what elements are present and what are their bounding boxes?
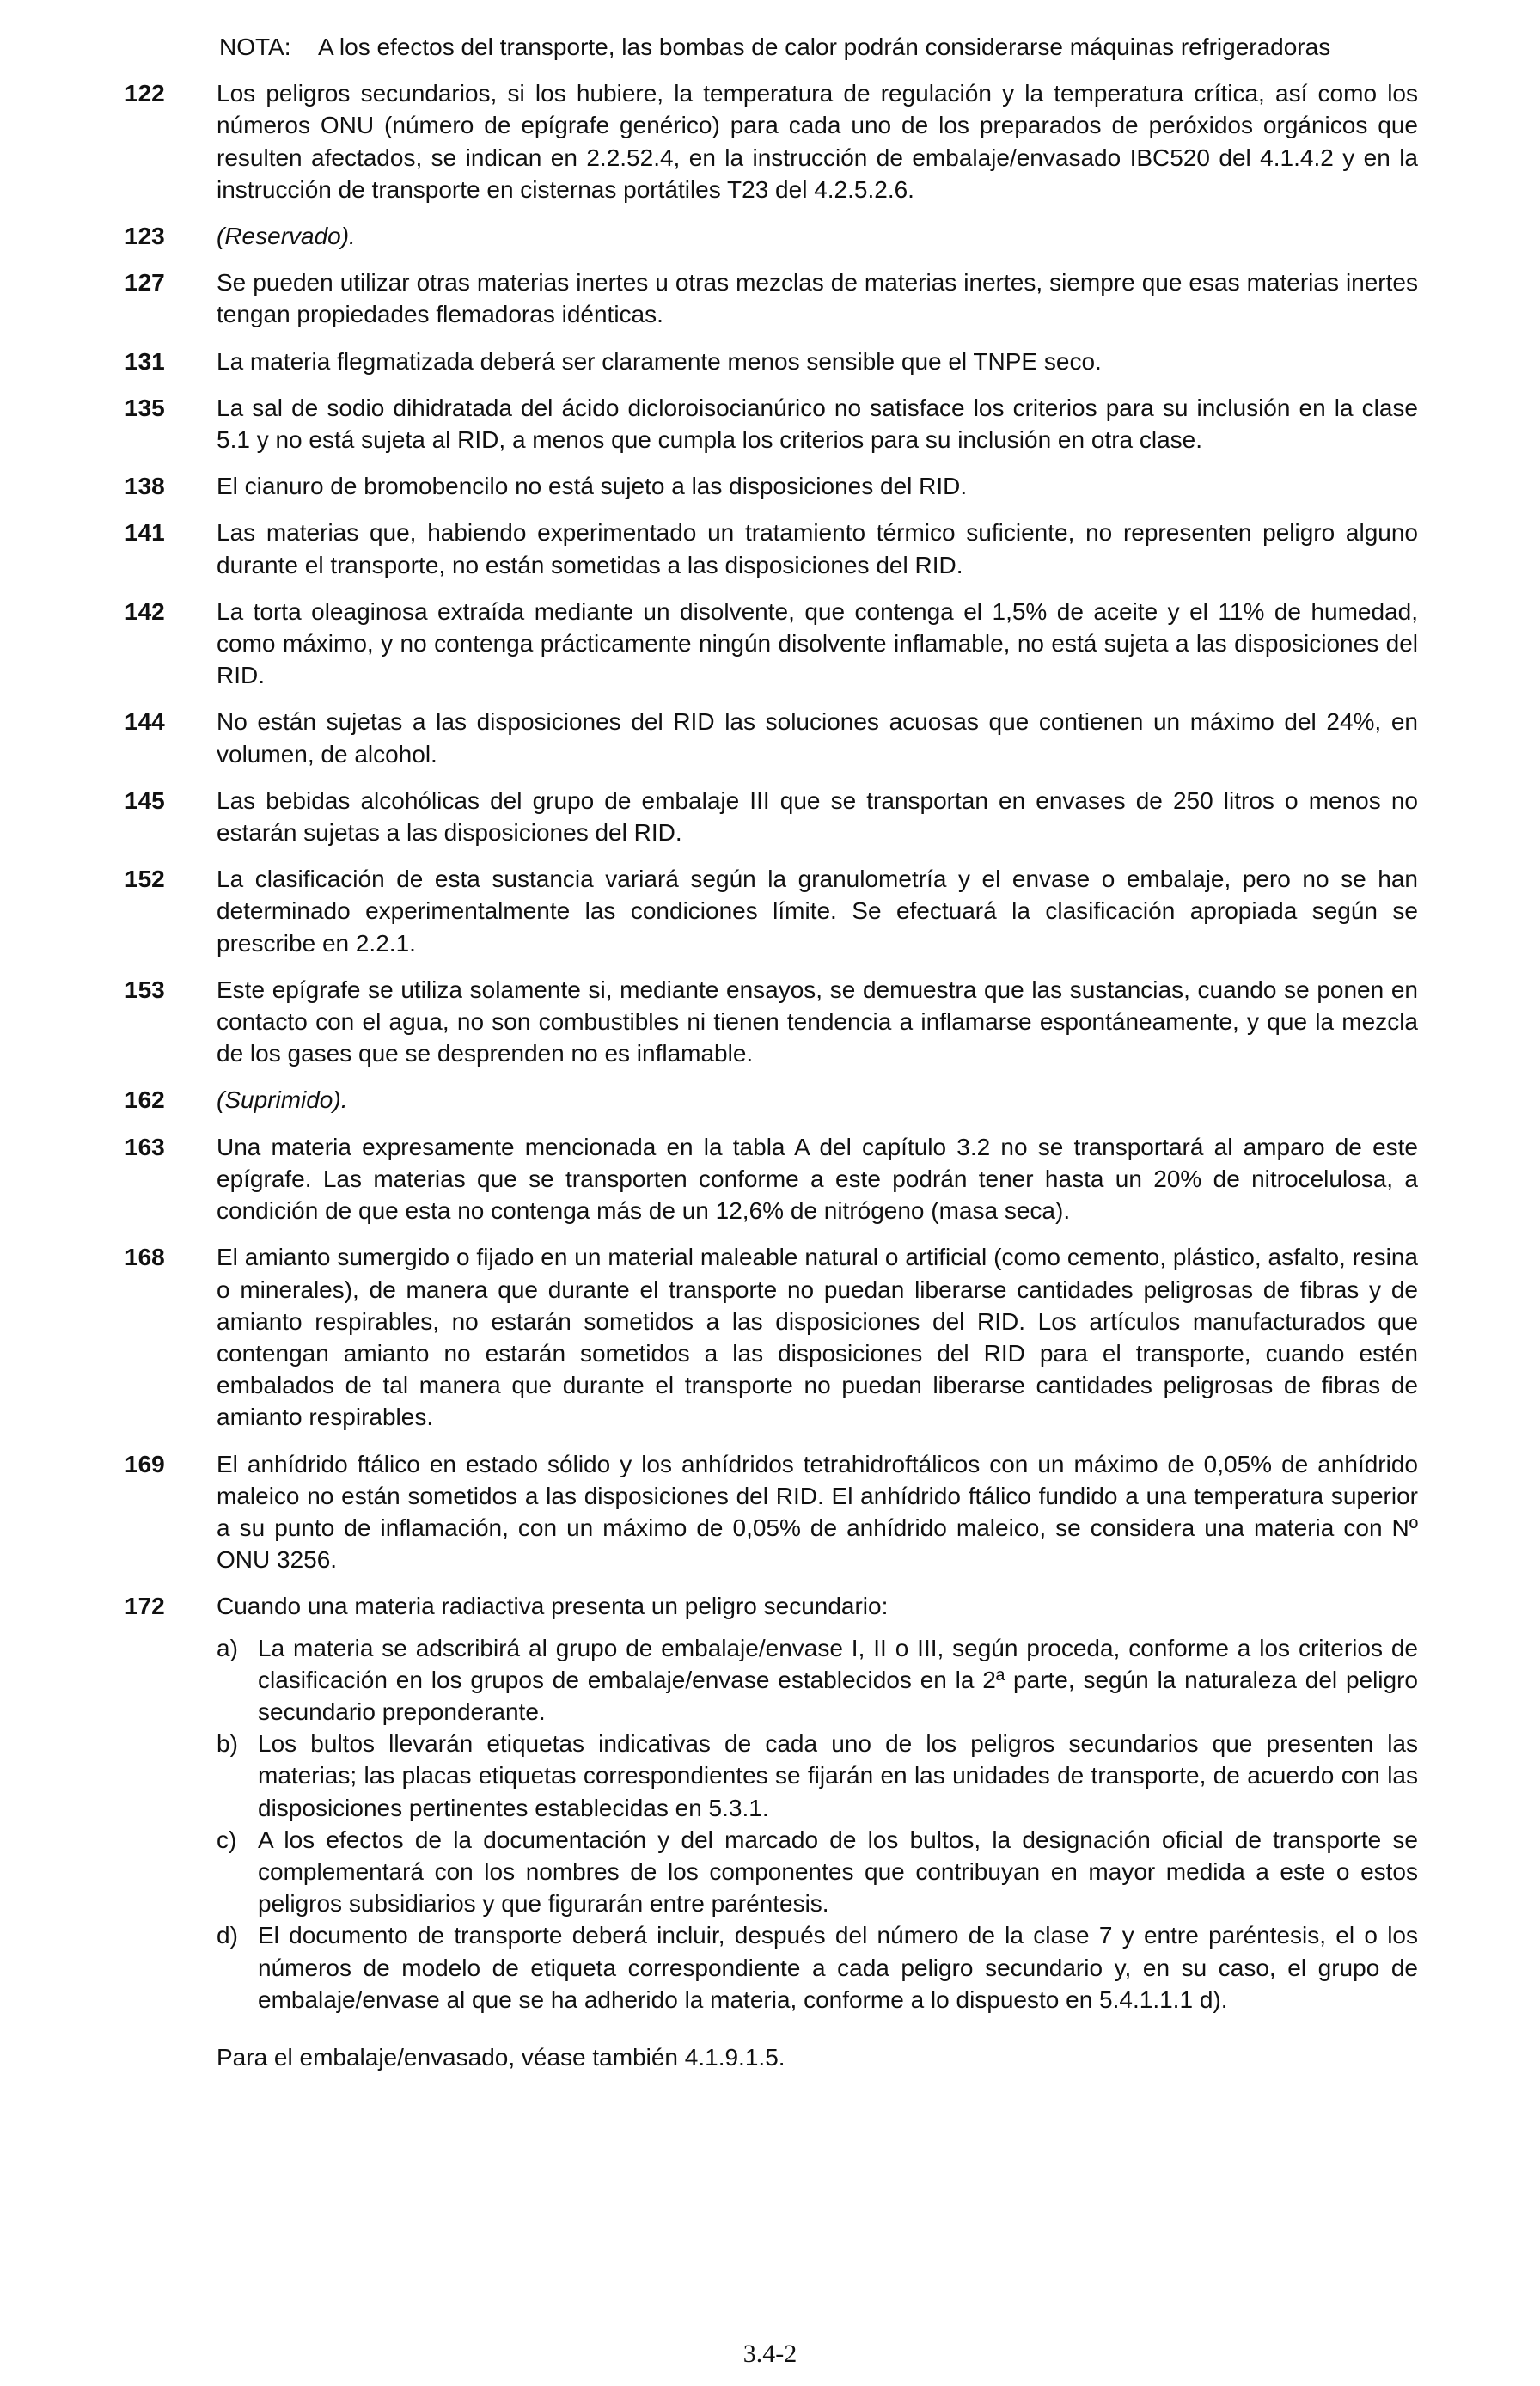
- provision-number: 131: [125, 347, 165, 375]
- provision-text: Este epígrafe se utiliza solamente si, mediante ensayos, se demuestra que las sustancias, cuando se ponen en contacto con el agua, no son combustibles ni tienen tendencia a inflamarse espontáneamente, y que la mezcla de los gases que se desprenden no es inflamable.: [217, 976, 1418, 1068]
- list-item: [217, 1728, 1418, 1824]
- provision-152: [125, 863, 1418, 959]
- provision-131: [125, 346, 1418, 377]
- provision-text: Las materias que, habiendo experimentado un tratamiento térmico suficiente, no representen peligro alguno durante el transporte, no están sometidas a las disposiciones del RID.: [217, 519, 1418, 578]
- provision-number: 122: [125, 80, 165, 107]
- provision-number: 141: [125, 519, 165, 547]
- provision-number: 163: [125, 1133, 165, 1160]
- provision-162: [125, 1084, 1418, 1116]
- provision-135: [125, 392, 1418, 456]
- provision-text: Una materia expresamente mencionada en la tabla A del capítulo 3.2 no se transportará al amparo de este epígrafe. Las materias que se transporten conforme a este podrán tener hasta un 20% de nitrocelulosa, a condición de que esta no contenga más de un 12,6% de nitrógeno (masa seca).: [217, 1133, 1418, 1225]
- note: [219, 31, 1418, 63]
- note-text: A los efectos del transporte, las bombas de calor podrán considerarse máquinas refrigeradoras: [318, 34, 1331, 60]
- provision-text: Los peligros secundarios, si los hubiere, la temperatura de regulación y la temperatura crítica, así como los números ONU (número de epígrafe genérico) para cada uno de los preparados de peróxidos orgánicos que resulten afectados, se indican en 2.2.52.4, en la instrucción de embalaje/envasado IBC520 del 4.1.4.2 y en la instrucción de transporte en cisternas portátiles T23 del 4.2.5.2.6.: [217, 80, 1418, 203]
- provision-number: 168: [125, 1244, 165, 1271]
- provision-text: (Suprimido).: [217, 1086, 348, 1114]
- list-item-text: El documento de transporte deberá incluir, después del número de la clase 7 y entre paréntesis, el o los números de modelo de etiqueta correspondiente a cada peligro secundario y, en su caso, el grupo de embalaje/envase al que se ha adherido la materia, conforme a lo dispuesto en 5.4.1.1.1 d).: [258, 1922, 1418, 2013]
- provision-number: 153: [125, 976, 165, 1003]
- provision-text: (Reservado).: [217, 223, 356, 250]
- provision-text: Las bebidas alcohólicas del grupo de embalaje III que se transportan en envases de 250 litros o menos no estarán sujetas a las disposiciones del RID.: [217, 786, 1418, 847]
- provision-closing: Para el embalaje/envasado, véase también 4.1.9.1.5.: [217, 2043, 785, 2071]
- provision-number: 162: [125, 1086, 165, 1114]
- provision-number: 144: [125, 708, 165, 736]
- provision-153: [125, 974, 1418, 1070]
- page-number: 3.4-2: [742, 2340, 798, 2368]
- list-item-letter: a): [217, 1634, 238, 1661]
- provision-number: 152: [125, 866, 165, 893]
- list-item: [217, 1919, 1418, 2016]
- list-item: [217, 1632, 1418, 1728]
- provision-number: 172: [125, 1593, 165, 1620]
- provision-text: El cianuro de bromobencilo no está sujeto a las disposiciones del RID.: [217, 473, 968, 500]
- provision-text: No están sujetas a las disposiciones del RID las soluciones acuosas que contienen un máximo del 24%, en volumen, de alcohol.: [217, 708, 1418, 768]
- list-item-text: Los bultos llevarán etiquetas indicativas de cada uno de los peligros secundarios que presenten las materias; las placas etiquetas correspondientes se fijarán en las unidades de transporte, de acuerdo con las disposiciones pertinentes establecidas en 5.3.1.: [258, 1730, 1418, 1821]
- note-label: NOTA:: [219, 34, 291, 60]
- list-item-text: La materia se adscribirá al grupo de embalaje/envase I, II o III, según proceda, conforme a los criterios de clasificación en los grupos de embalaje/envase establecidos en la 2ª parte, según la naturaleza del peligro secundario preponderante.: [258, 1634, 1418, 1725]
- provision-text: Se pueden utilizar otras materias inertes u otras mezclas de materias inertes, siempre que esas materias inertes tengan propiedades flemadoras idénticas.: [217, 269, 1418, 328]
- provision-intro: Cuando una materia radiactiva presenta un peligro secundario:: [217, 1593, 889, 1620]
- provision-text: La sal de sodio dihidratada del ácido dicloroisocianúrico no satisface los criterios para su inclusión en la clase 5.1 y no está sujeta al RID, a menos que cumpla los criterios para su inclusión en otra clase.: [217, 394, 1418, 454]
- list-item-letter: b): [217, 1730, 238, 1758]
- provision-text: El amianto sumergido o fijado en un material maleable natural o artificial (como cemento, plástico, asfalto, resina o minerales), de manera que durante el transporte no puedan liberarse cantidades peligrosas de fibras y de amianto respirables, no estarán sometidos a las disposiciones del RID. Los artículos manufacturados que contengan amianto no estarán sometidos a las disposiciones del RID para el transporte, cuando estén embalados de tal manera que durante el transporte no puedan liberarse cantidades peligrosas de fibras de amianto respirables.: [217, 1244, 1418, 1431]
- provision-122: [125, 77, 1418, 205]
- provision-168: [125, 1241, 1418, 1433]
- provision-172: [125, 1590, 1418, 2073]
- list-item-letter: c): [217, 1826, 237, 1853]
- provision-text: La clasificación de esta sustancia variará según la granulometría y el envase o embalaje, pero no se han determinado experimentalmente las condiciones límite. Se efectuará la clasificación apropiada según se prescribe en 2.2.1.: [217, 866, 1418, 957]
- provision-text: La torta oleaginosa extraída mediante un disolvente, que contenga el 1,5% de aceite y el 11% de humedad, como máximo, y no contenga prácticamente ningún disolvente inflamable, no está sujeta a las disposiciones del RID.: [217, 597, 1418, 689]
- list-item-text: A los efectos de la documentación y del marcado de los bultos, la designación oficial de transporte se complementará con los nombres de los componentes que contribuyan en mayor medida a este o estos peligros subsidiarios y que figurarán entre paréntesis.: [258, 1826, 1418, 1918]
- provision-text: La materia flegmatizada deberá ser claramente menos sensible que el TNPE seco.: [217, 347, 1102, 375]
- provision-144: [125, 706, 1418, 769]
- list-item: [217, 1824, 1418, 1920]
- provision-138: [125, 470, 1418, 502]
- provision-145: [125, 785, 1418, 848]
- provision-141: [125, 517, 1418, 580]
- provision-number: 123: [125, 223, 165, 250]
- provision-number: 138: [125, 473, 165, 500]
- provision-172-body: [217, 1590, 1418, 2073]
- provision-142: [125, 596, 1418, 692]
- provision-number: 135: [125, 394, 165, 421]
- provision-number: 145: [125, 786, 165, 814]
- document-body: [125, 31, 1418, 2088]
- list-item-letter: d): [217, 1922, 238, 1949]
- provision-number: 127: [125, 269, 165, 297]
- provision-123: [125, 220, 1418, 252]
- provision-text: El anhídrido ftálico en estado sólido y los anhídridos tetrahidroftálicos con un máximo de 0,05% de anhídrido maleico no están sometidos a las disposiciones del RID. El anhídrido ftálico fundido a una temperatura superior a su punto de inflamación, con un máximo de 0,05% de anhídrido maleico, se considera una materia con Nº ONU 3256.: [217, 1450, 1418, 1574]
- provision-169: [125, 1448, 1418, 1576]
- provision-163: [125, 1131, 1418, 1227]
- provision-number: 142: [125, 597, 165, 625]
- provision-127: [125, 266, 1418, 330]
- provision-number: 169: [125, 1450, 165, 1477]
